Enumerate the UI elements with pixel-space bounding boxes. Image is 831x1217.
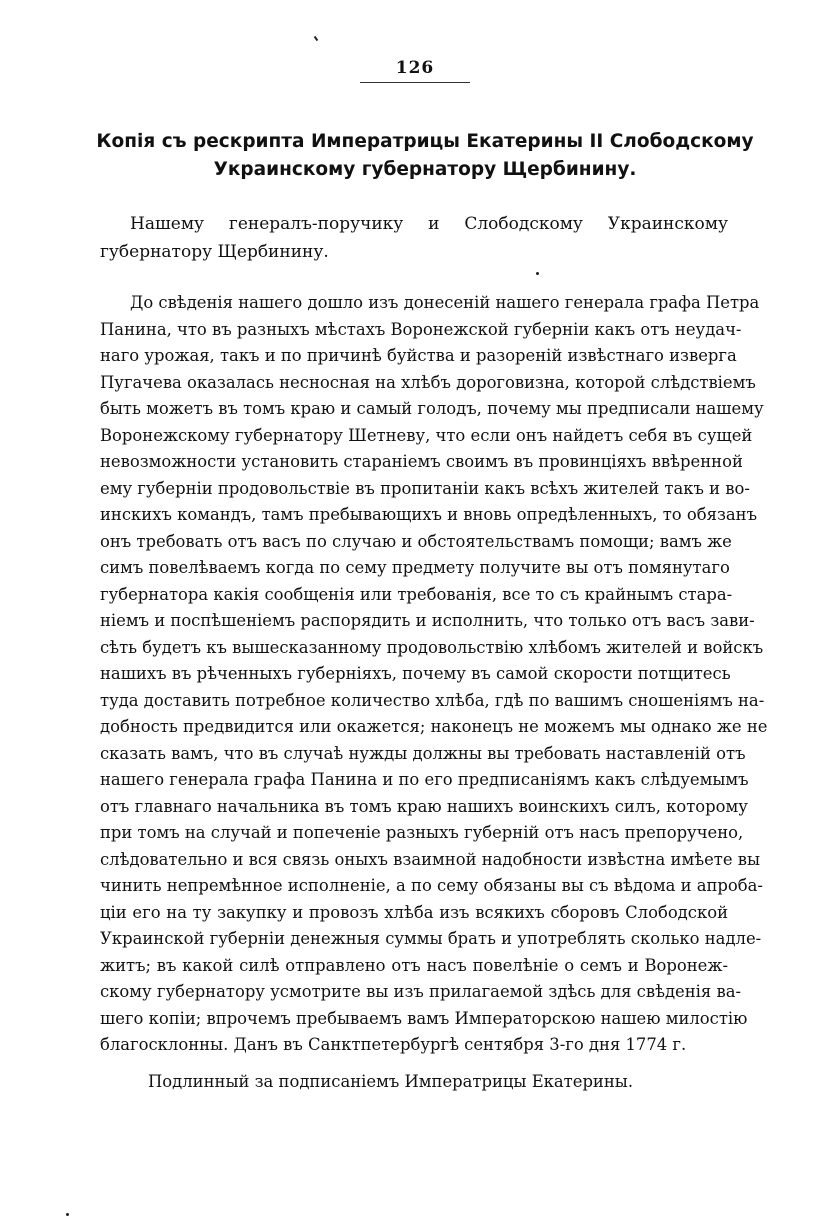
body-line: ціи его на ту закупку и провозъ хлѣба изъ всякихъ сборовъ Слободской	[100, 902, 728, 922]
body-line: нашего генерала графа Панина и по его предписаніямъ какъ слѣдуемымъ	[100, 770, 749, 789]
body-line: шего копіи; впрочемъ пребываемъ вамъ Императорскою нашею милостію	[100, 1008, 748, 1028]
body-line: Панина, что въ разныхъ мѣстахъ Воронежской губерніи какъ отъ неудач-	[100, 319, 742, 339]
body-line: добность предвидится или окажется; наконецъ не можемъ мы однако же не	[100, 717, 768, 736]
body-line: благосклонны. Данъ въ Санктпетербургѣ сентября 3-го дня 1774 г.	[100, 1035, 687, 1054]
salutation: Нашему генералъ-поручику и Слободскому Украинскому губернатору Щербинину.	[100, 214, 728, 262]
body-line: нашихъ въ рѣченныхъ губерніяхъ, почему въ самой скорости потщитесь	[100, 664, 731, 683]
stray-print-mark	[314, 36, 319, 41]
body-line: Украинской губерніи денежныя суммы брать и употреблять сколько надле-	[100, 929, 762, 948]
body-line: симъ повелѣваемъ когда по сему предмету получите вы отъ помянутаго	[100, 558, 730, 577]
body-line: ніемъ и поспѣшеніемъ распорядить и исполнить, что только отъ васъ зави-	[100, 611, 755, 630]
body-line: чинить непремѣнное исполненіе, а по сему обязаны вы съ вѣдома и апроба-	[100, 876, 763, 895]
stray-print-dot	[536, 272, 539, 275]
body-line: сказать вамъ, что въ случаѣ нужды должны вы требовать наставленій отъ	[100, 743, 746, 763]
stray-print-dot	[66, 1213, 69, 1216]
body-line: губернатора какія сообщенія или требованія, все то съ крайнымъ стара-	[100, 584, 733, 604]
page-number: 126	[395, 58, 435, 78]
body-line: туда доставить потребное количество хлѣба, гдѣ по вашимъ сношеніямъ на-	[100, 690, 765, 710]
body-line: ему губерніи продовольствіе въ пропитаніи какъ всѣхъ жителей такъ и во-	[100, 478, 750, 498]
body-line: Воронежскому губернатору Шетневу, что если онъ найдетъ себя въ сущей	[100, 425, 753, 445]
body-line: житъ; въ какой силѣ отправлено отъ насъ повелѣніе о семъ и Воронеж-	[100, 955, 728, 975]
body-line: невозможности установить стараніемъ своимъ въ провинціяхъ ввѣренной	[100, 452, 743, 471]
body-line: наго урожая, такъ и по причинѣ буйства и разореній извѣстнаго изверга	[100, 346, 737, 365]
body-line: онъ требовать отъ васъ по случаю и обстоятельствамъ помощи; вамъ же	[100, 531, 732, 551]
document-title: Копія съ рескрипта Императрицы Екатерины II Слободскому Украинскому губернатору Щербинину.	[96, 131, 754, 180]
body-line: инскихъ командъ, тамъ пребывающихъ и вновь опредѣленныхъ, то обязанъ	[100, 505, 758, 524]
body-line: слѣдовательно и вся связь оныхъ взаимной надобности извѣстна имѣете вы	[100, 849, 761, 869]
body-line: отъ главнаго начальника въ томъ краю нашихъ воинскихъ силъ, которому	[100, 796, 748, 816]
rescript-body	[100, 290, 768, 1059]
page-number-rule	[360, 82, 470, 83]
body-line: скому губернатору усмотрите вы изъ прилагаемой здѣсь для свѣденія ва-	[100, 982, 742, 1001]
body-line: сѣть будетъ къ вышесказанному продовольствію хлѣбомъ жителей и войскъ	[100, 637, 764, 657]
body-line: при томъ на случай и попеченіе разныхъ губерній отъ насъ препоручено,	[100, 823, 744, 842]
body-line: До свѣденія нашего дошло изъ донесеній нашего генерала графа Петра	[130, 293, 760, 312]
body-line: Пугачева оказалась несносная на хлѣбъ дороговизна, которой слѣдствіемъ	[100, 372, 756, 392]
body-line: быть можетъ въ томъ краю и самый голодъ, почему мы предписали нашему	[100, 399, 764, 418]
signature-note: Подлинный за подписаніемъ Императрицы Екатерины.	[148, 1072, 634, 1091]
